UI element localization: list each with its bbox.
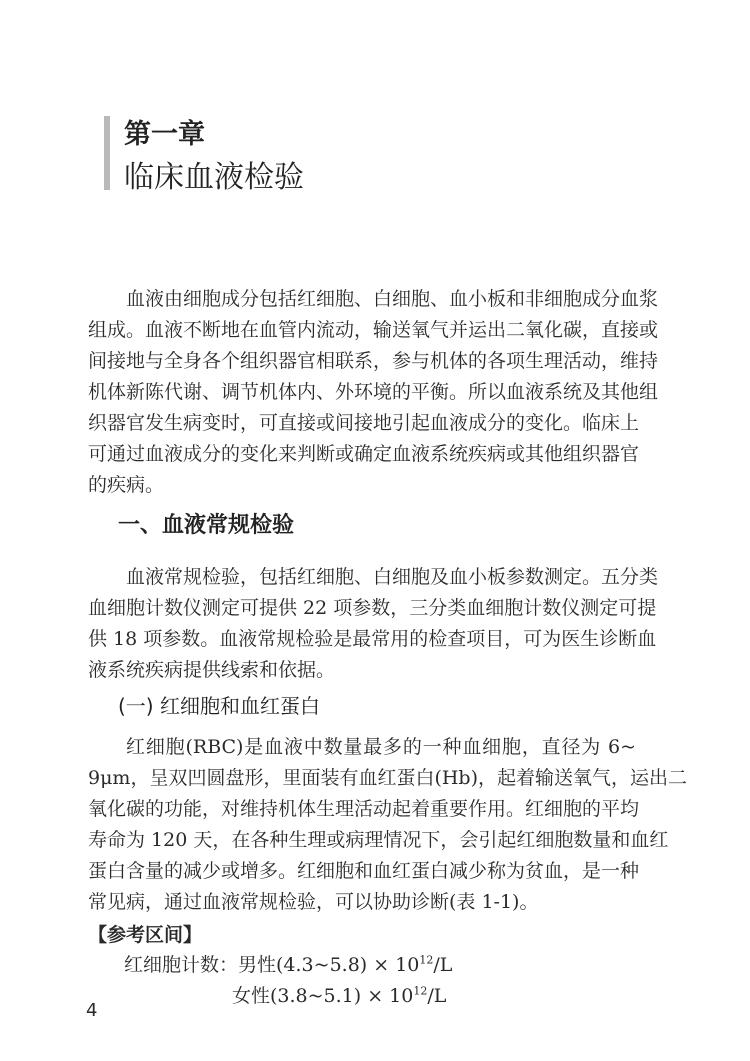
chapter-accent-bar (104, 116, 110, 190)
text-line: 血液常规检验，包括红细胞、白细胞及血小板参数测定。五分类 (126, 566, 659, 588)
text-line: 血液由细胞成分包括红细胞、白细胞、血小板和非细胞成分血浆 (126, 288, 659, 310)
section-heading: 一、血液常规检验 (118, 513, 295, 538)
intro-paragraph (88, 284, 659, 501)
reference-male (124, 950, 452, 977)
reference-range-heading: 【参考区间】 (88, 924, 203, 946)
reference-female (232, 981, 446, 1008)
text-line: 的疾病。 (88, 474, 165, 496)
text-line: 组成。血液不断地在血管内流动，输送氧气并运出二氧化碳，直接或 (88, 319, 659, 341)
text-line: 供 18 项参数。血液常规检验是最常用的检查项目，可为医生诊断血 (88, 628, 657, 650)
text-line: 常见病，通过血液常规检验，可以协助诊断(表 1-1)。 (88, 891, 539, 913)
text-line: 血细胞计数仪测定可提供 22 项参数，三分类血细胞计数仪测定可提 (88, 597, 657, 619)
male-range: 男性(4.3~5.8) × 10 (238, 954, 420, 976)
text-line: 织器官发生病变时，可直接或间接地引起血液成分的变化。临床上 (88, 412, 640, 434)
text-line: 可通过血液成分的变化来判断或确定血液系统疾病或其他组织器官 (88, 443, 640, 465)
unit: /L (433, 954, 453, 976)
text-line: 红细胞(RBC)是血液中数量最多的一种血细胞，直径为 6~ (126, 736, 636, 758)
text-line: 液系统疾病提供线索和依据。 (88, 659, 336, 681)
female-range: 女性(3.8~5.1) × 10 (232, 985, 414, 1007)
subsection-heading: (一) 红细胞和血红蛋白 (118, 694, 320, 718)
chapter-title: 临床血液检验 (124, 160, 304, 195)
text-line: 蛋白含量的减少或增多。红细胞和血红蛋白减少称为贫血，是一种 (88, 860, 640, 882)
exponent: 12 (413, 984, 428, 998)
unit: /L (427, 985, 447, 1007)
text-line: 间接地与全身各个组织器官相联系，参与机体的各项生理活动，维持 (88, 350, 659, 372)
reference-label: 红细胞计数： (124, 954, 239, 976)
exponent: 12 (419, 953, 434, 967)
text-line: 氧化碳的功能，对维持机体生理活动起着重要作用。红细胞的平均 (88, 798, 640, 820)
text-line: 寿命为 120 天，在各种生理或病理情况下，会引起红细胞数量和血红 (88, 829, 669, 851)
section-paragraph (88, 562, 659, 686)
text-line: 9μm，呈双凹圆盘形，里面装有血红蛋白(Hb)，起着输送氧气，运出二 (88, 767, 688, 789)
page-number: 4 (86, 1000, 98, 1021)
chapter-number: 第一章 (124, 119, 205, 150)
text-line: 机体新陈代谢、调节机体内、外环境的平衡。所以血液系统及其他组 (88, 381, 659, 403)
subsection-paragraph (88, 732, 688, 918)
